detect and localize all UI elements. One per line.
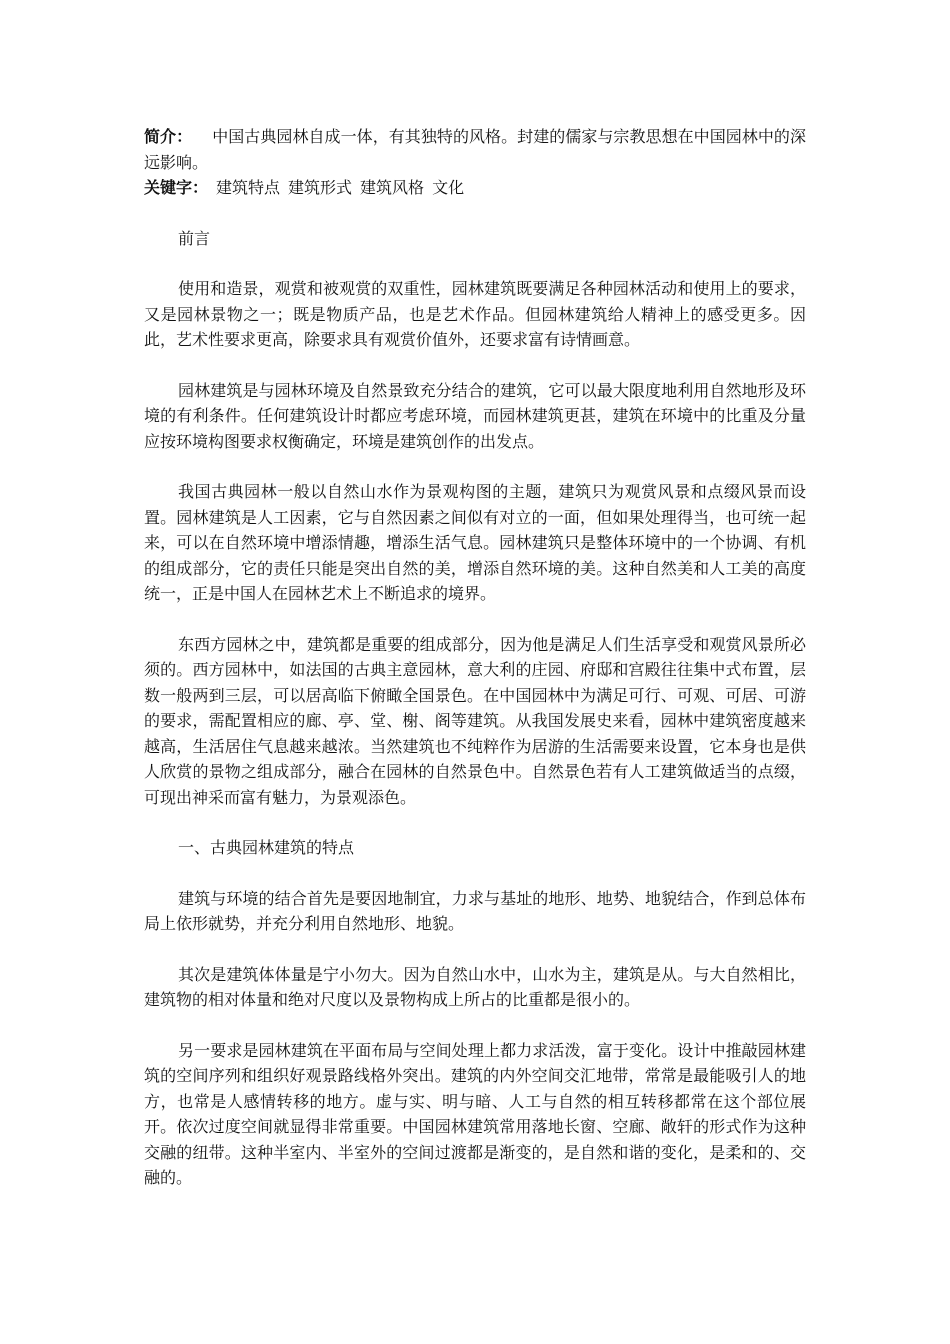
keyword-item: 文化 <box>432 178 465 197</box>
keyword-item: 建筑特点 <box>216 178 281 197</box>
paragraph: 园林建筑是与园林环境及自然景致充分结合的建筑，它可以最大限度地利用自然地形及环境的有利条件。任何建筑设计时都应考虑环境，而园林建筑更甚，建筑在环境中的比重及分量应按环境构图要求权衡确定，环境是建筑创作的出发点。 <box>144 380 806 451</box>
keyword-item: 建筑风格 <box>360 178 425 197</box>
paragraph: 东西方园林之中，建筑都是重要的组成部分，因为他是满足人们生活享受和观赏风景所必须的。西方园林中，如法国的古典主意园林，意大利的庄园、府邸和宫殿往往集中式布置，层数一般两到三层，可以居高临下俯瞰全国景色。在中国园林中为满足可行、可观、可居、可游的要求，需配置相应的廊、亭、堂、榭、阁等建筑。从我国发展史来看，园林中建筑密度越来越高，生活居住气息越来越浓。当然建筑也不纯粹作为居游的生活需要来设置，它本身也是供人欣赏的景物之组成部分，融合在园林的自然景色中。自然景色若有人工建筑做适当的点缀，可现出神采而富有魅力，为景观添色。 <box>144 634 806 807</box>
paragraph: 使用和造景，观赏和被观赏的双重性，园林建筑既要满足各种园林活动和使用上的要求，又是园林景物之一；既是物质产品，也是艺术作品。但园林建筑给人精神上的感受更多。因此，艺术性要求更高，除要求具有观赏价值外，还要求富有诗情画意。 <box>144 279 806 349</box>
abstract-label: 简介： <box>144 127 193 146</box>
abstract-text: 中国古典园林自成一体，有其独特的风格。封建的儒家与宗教思想在中国园林中的深远影响。 <box>144 127 806 172</box>
paragraph: 建筑与环境的结合首先是要因地制宜，力求与基址的地形、地势、地貌结合，作到总体布局上依形就势，并充分利用自然地形、地貌。 <box>144 888 806 933</box>
keywords-label: 关键字： <box>144 178 209 197</box>
paragraph: 我国古典园林一般以自然山水作为景观构图的主题，建筑只为观赏风景和点缀风景而设置。园林建筑是人工因素，它与自然因素之间似有对立的一面，但如果处理得当，也可统一起来，可以在自然环境中增添情趣，增添生活气息。园林建筑只是整体环境中的一个协调、有机的组成部分，它的责任只能是突出自然的美，增添自然环境的美。这种自然美和人工美的高度统一，正是中国人在园林艺术上不断追求的境界。 <box>144 482 806 603</box>
abstract <box>144 124 806 175</box>
keywords <box>144 175 806 201</box>
paragraph: 另一要求是园林建筑在平面布局与空间处理上都力求活泼，富于变化。设计中推敲园林建筑的空间序列和组织好观景路线格外突出。建筑的内外空间交汇地带，常常是最能吸引人的地方，也常是人感情转移的地方。虚与实、明与暗、人工与自然的相互转移都常在这个部位展开。依次过度空间就显得非常重要。中国园林建筑常用落地长窗、空廊、敞轩的形式作为这种交融的纽带。这种半室内、半室外的空间过渡都是渐变的，是自然和谐的变化，是柔和的、交融的。 <box>144 1040 806 1187</box>
document-page <box>144 124 806 1191</box>
keyword-item: 建筑形式 <box>288 178 353 197</box>
section-heading: 一、古典园林建筑的特点 <box>178 838 355 857</box>
paragraph: 其次是建筑体体量是宁小勿大。因为自然山水中，山水为主，建筑是从。与大自然相比，建筑物的相对体量和绝对尺度以及景物构成上所占的比重都是很小的。 <box>144 964 806 1009</box>
preface-heading: 前言 <box>178 228 211 248</box>
